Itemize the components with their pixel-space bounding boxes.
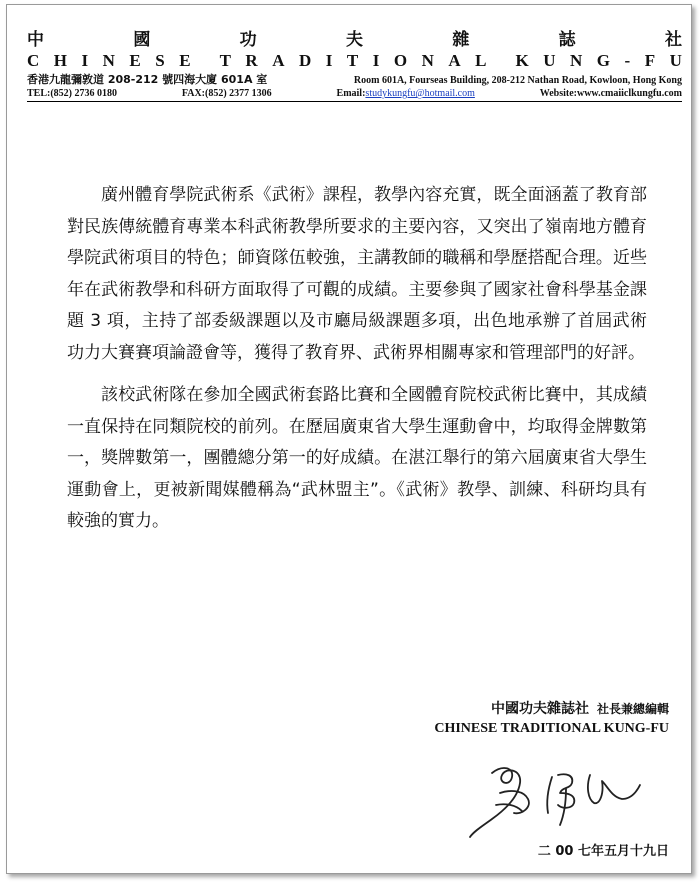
en-title-letter: N bbox=[102, 51, 115, 70]
en-title-letter: A bbox=[272, 51, 285, 70]
letter-date: 二 00 七年五月十九日 bbox=[537, 844, 669, 859]
address-row bbox=[27, 73, 682, 87]
en-title-letter: S bbox=[155, 51, 165, 70]
signoff-org-line bbox=[434, 699, 669, 719]
fax-number: FAX:(852) 2377 1306 bbox=[181, 88, 272, 99]
letterhead-en-title bbox=[27, 51, 682, 71]
cn-title-char: 功 bbox=[239, 30, 257, 50]
signoff-role: 社長兼總編輯 bbox=[596, 702, 669, 716]
letter-body bbox=[67, 180, 647, 549]
signoff-org-en: CHINESE TRADITIONAL KUNG-FU bbox=[434, 721, 669, 736]
en-title-letter: - bbox=[624, 51, 631, 70]
en-title-letter: R bbox=[245, 51, 258, 70]
contact-row bbox=[27, 88, 682, 102]
en-title-letter: T bbox=[219, 51, 231, 70]
email-link[interactable]: studykungfu@hotmail.com bbox=[365, 88, 475, 99]
letter-page bbox=[6, 4, 692, 874]
en-title-letter: E bbox=[179, 51, 191, 70]
en-title-letter: D bbox=[298, 51, 312, 70]
signoff-org-cn: 中國功夫雜誌社 bbox=[490, 701, 589, 717]
en-title-letter: F bbox=[644, 51, 656, 70]
cn-title-char: 社 bbox=[664, 30, 682, 50]
en-title-letter: E bbox=[129, 51, 141, 70]
email-label: Email: bbox=[336, 88, 366, 99]
cn-title-char: 誌 bbox=[558, 30, 576, 50]
address-cn: 香港九龍彌敦道 208-212 號四海大廈 601A 室 bbox=[27, 73, 268, 86]
address-en: Room 601A, Fourseas Building, 208-212 Nathan Road, Kowloon, Hong Kong bbox=[353, 75, 682, 86]
cn-title-char: 中 bbox=[27, 30, 44, 50]
en-title-letter: C bbox=[27, 51, 40, 70]
en-title-letter: A bbox=[448, 51, 461, 70]
handwritten-signature bbox=[462, 753, 652, 843]
en-title-letter: I bbox=[372, 51, 380, 70]
cn-title-char: 雜 bbox=[452, 30, 470, 50]
website: Website:www.cmaiiclkungfu.com bbox=[539, 88, 682, 99]
paragraph: 該校武術隊在參加全國武術套路比賽和全國體育院校武術比賽中，其成績一直保持在同類院校的前列。在歷屆廣東省大學生運動會中，均取得金牌數第一，獎牌數第一，團體總分第一的好成績。在湛江舉行的第六屆廣東省大學生運動會上，更被新聞媒體稱為“武林盟主”。《武術》教學、訓練、科研均具有較強的實力。 bbox=[67, 385, 647, 531]
en-title-letter: O bbox=[393, 51, 408, 70]
cn-title-char: 國 bbox=[133, 30, 151, 50]
signoff-block bbox=[434, 699, 669, 737]
en-title-letter: N bbox=[421, 51, 434, 70]
en-title-letter: K bbox=[515, 51, 529, 70]
paragraph: 廣州體育學院武術系《武術》課程，教學內容充實，既全面涵蓋了教育部對民族傳統體育專業本科武術教學所要求的主要內容，又突出了嶺南地方體育學院武術項目的特色；師資隊伍較強，主講教師的職稱和學歷搭配合理。近些年在武術教學和科研方面取得了可觀的成績。主要參與了國家社會科學基金課題 3 項，主持了部委級課題以及市廳局級課題多項，出色地承辦了首屆武術功力大賽賽項論證會等，獲得了教育界、武術界相關專家和管理部門的好評。 bbox=[67, 185, 647, 363]
letterhead bbox=[27, 31, 682, 102]
en-title-letter: H bbox=[53, 51, 68, 70]
en-title-letter: L bbox=[475, 51, 487, 70]
en-title-letter: G bbox=[596, 51, 611, 70]
en-title-letter: U bbox=[543, 51, 556, 70]
email-block bbox=[337, 88, 475, 100]
cn-title-char: 夫 bbox=[345, 30, 363, 50]
tel-number: TEL:(852) 2736 0180 bbox=[27, 88, 117, 99]
en-title-letter: U bbox=[669, 51, 682, 70]
en-title-letter: N bbox=[570, 51, 583, 70]
letterhead-cn-title bbox=[27, 31, 682, 49]
en-title-letter: T bbox=[346, 51, 359, 70]
en-title-letter: I bbox=[325, 51, 333, 70]
en-title-letter: I bbox=[81, 51, 89, 70]
